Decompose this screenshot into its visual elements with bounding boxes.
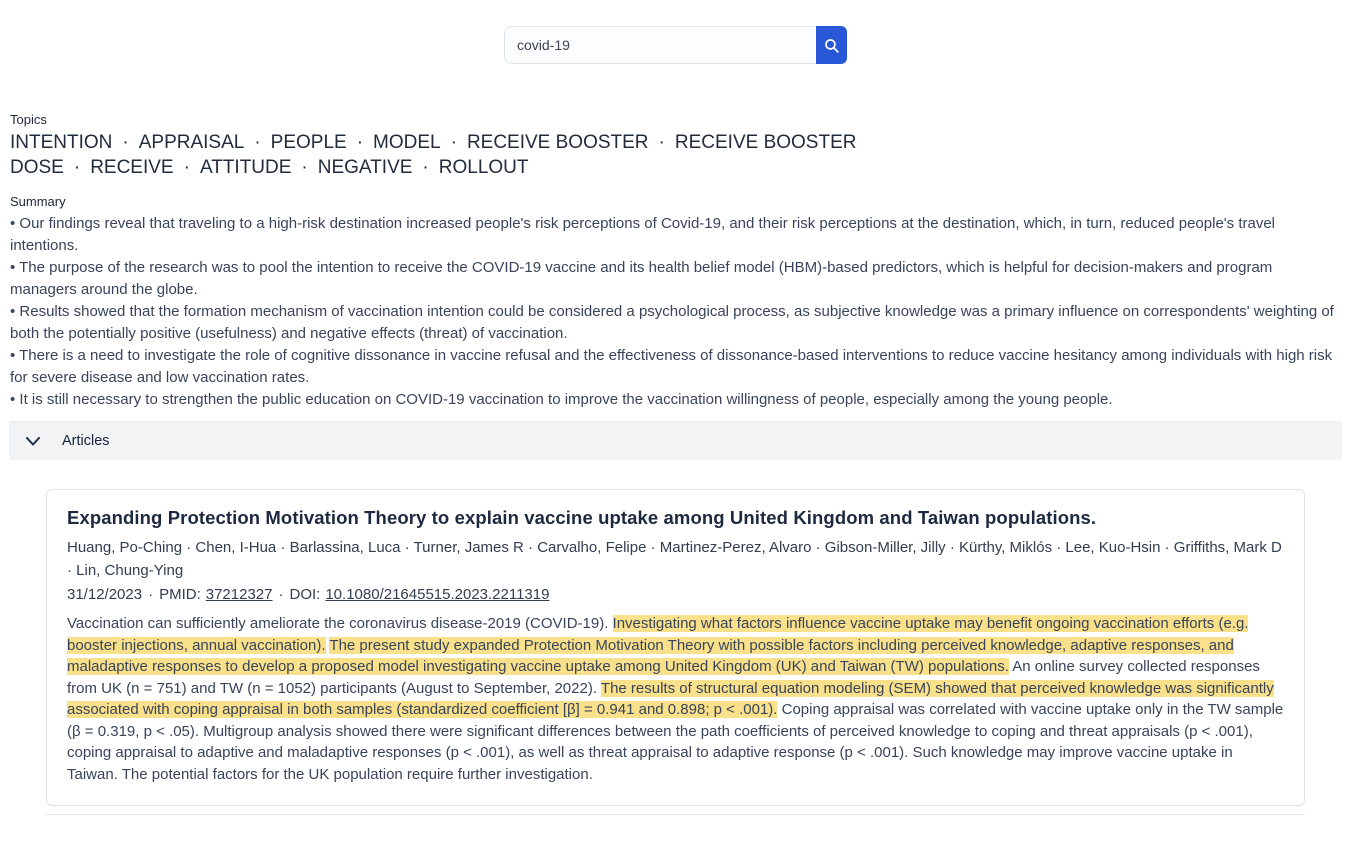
meta-separator: ·	[148, 586, 154, 603]
topic-separator: ·	[183, 157, 190, 178]
next-article-card-edge	[46, 814, 1305, 815]
abstract-highlight: The present study expanded Protection Motivation Theory with possible factors including perceived knowledge, adaptive responses, and maladaptive responses to develop a proposed model investigating vaccine uptake among United Kingdom (UK) and Taiwan (TW) populations.	[67, 636, 1234, 675]
abstract-text: Vaccination can sufficiently ameliorate the coronavirus disease-2019 (COVID-19).	[67, 615, 613, 632]
article-date: 31/12/2023	[67, 586, 143, 603]
search-bar	[0, 26, 1351, 64]
search-icon	[823, 37, 840, 54]
articles-section-header[interactable]	[9, 421, 1342, 460]
topic-item: ATTITUDE	[199, 157, 292, 178]
summary-bullet: • The purpose of the research was to pool the intention to receive the COVID-19 vaccine and its health belief model (HBM)-based predictors, which is helpful for decision-makers and program managers around the globe.	[10, 259, 1273, 298]
topic-separator: ·	[356, 132, 364, 153]
topic-item: INTENTION	[10, 132, 113, 153]
abstract-highlight: The results of structural equation modeling (SEM) showed that perceived knowledge was significantly associated with coping appraisal in both samples (standardized coefficient [β] = 0.941 and 0.898; p < .001).	[67, 679, 1274, 718]
doi-label: DOI:	[289, 586, 321, 603]
topic-item: RECEIVE BOOSTER	[466, 132, 649, 153]
topic-separator: ·	[450, 132, 457, 153]
summary-bullet: • Our findings reveal that traveling to a high-risk destination increased people's risk perceptions of Covid-19, and their risk perceptions at the destination, which, in turn, reduced people's travel intentions.	[10, 215, 1276, 254]
meta-separator: ·	[278, 586, 284, 603]
chevron-down-icon[interactable]	[26, 437, 40, 446]
search-button[interactable]	[816, 26, 847, 64]
summary-list	[10, 213, 1341, 411]
topics-list	[10, 130, 1341, 180]
search-input[interactable]	[504, 26, 816, 64]
topic-item: PEOPLE	[270, 132, 347, 153]
article-card	[46, 489, 1305, 806]
search-box	[504, 26, 847, 64]
summary-bullet: • Results showed that the formation mechanism of vaccination intention could be considered a psychological process, as subjective knowledge was a primary influence on correspondents' weighting of both the potentially positive (usefulness) and negative effects (threat) of vaccination.	[10, 303, 1334, 342]
summary-section	[10, 194, 1341, 411]
abstract-text: An online survey collected responses from UK (n = 751) and TW (n = 1052) participants (August to September, 2022).	[67, 658, 1260, 697]
summary-heading: Summary	[10, 194, 66, 209]
pmid-link[interactable]: 37212327	[205, 586, 273, 603]
articles-section-label: Articles	[62, 433, 110, 449]
abstract-text: Coping appraisal was correlated with vaccine uptake only in the TW sample (β = 0.319, p < .05). Multigroup analysis showed there were significant differences between the path coefficients of perceived knowledge to coping and threat appraisals (p < .001), coping appraisal to adaptive and maladaptive responses (p < .001), as well as threat appraisal to adaptive response (p < .001). Such knowledge may improve vaccine uptake in Taiwan. The potential factors for the UK population require further investigation.	[67, 701, 1284, 783]
topic-separator: ·	[658, 132, 665, 153]
topic-separator: ·	[73, 157, 81, 178]
topic-separator: ·	[422, 157, 429, 178]
doi-link[interactable]: 10.1080/21645515.2023.2211319	[325, 586, 550, 603]
topic-separator: ·	[301, 157, 308, 178]
article-authors: Huang, Po-Ching · Chen, I-Hua · Barlassina, Luca · Turner, James R · Carvalho, Felipe · Martinez-Perez, Alvaro · Gibson-Miller, Jilly · Kürthy, Miklós · Lee, Kuo-Hsin · Griffiths, Mark D · Lin, Chung-Ying	[67, 539, 1282, 579]
article-abstract	[67, 613, 1284, 785]
article-title[interactable]: Expanding Protection Motivation Theory to explain vaccine uptake among United Kingdom and Taiwan populations.	[67, 507, 1097, 528]
pmid-label: PMID:	[159, 586, 201, 603]
topic-item: ROLLOUT	[438, 157, 529, 178]
summary-bullet: • There is a need to investigate the role of cognitive dissonance in vaccine refusal and the effectiveness of dissonance-based interventions to reduce vaccine hesitancy among individuals with high risk for severe disease and low vaccination rates.	[10, 347, 1333, 386]
abstract-highlight: Investigating what factors influence vaccine uptake may benefit ongoing vaccination efforts (e.g. booster injections, annual vaccination).	[67, 615, 1249, 654]
topic-item: RECEIVE	[90, 157, 174, 178]
topic-item: RECEIVE BOOSTER DOSE	[10, 132, 857, 178]
article-meta	[67, 586, 1284, 603]
topics-heading: Topics	[10, 112, 47, 127]
topics-section	[10, 112, 1341, 180]
summary-bullet: • It is still necessary to strengthen the public education on COVID-19 vaccination to improve the vaccination willingness of people, especially among the young people.	[10, 391, 1113, 408]
topic-separator: ·	[122, 132, 129, 153]
topic-item: APPRAISAL	[138, 132, 245, 153]
topic-item: NEGATIVE	[317, 157, 413, 178]
topic-item: MODEL	[373, 132, 441, 153]
topic-separator: ·	[254, 132, 261, 153]
